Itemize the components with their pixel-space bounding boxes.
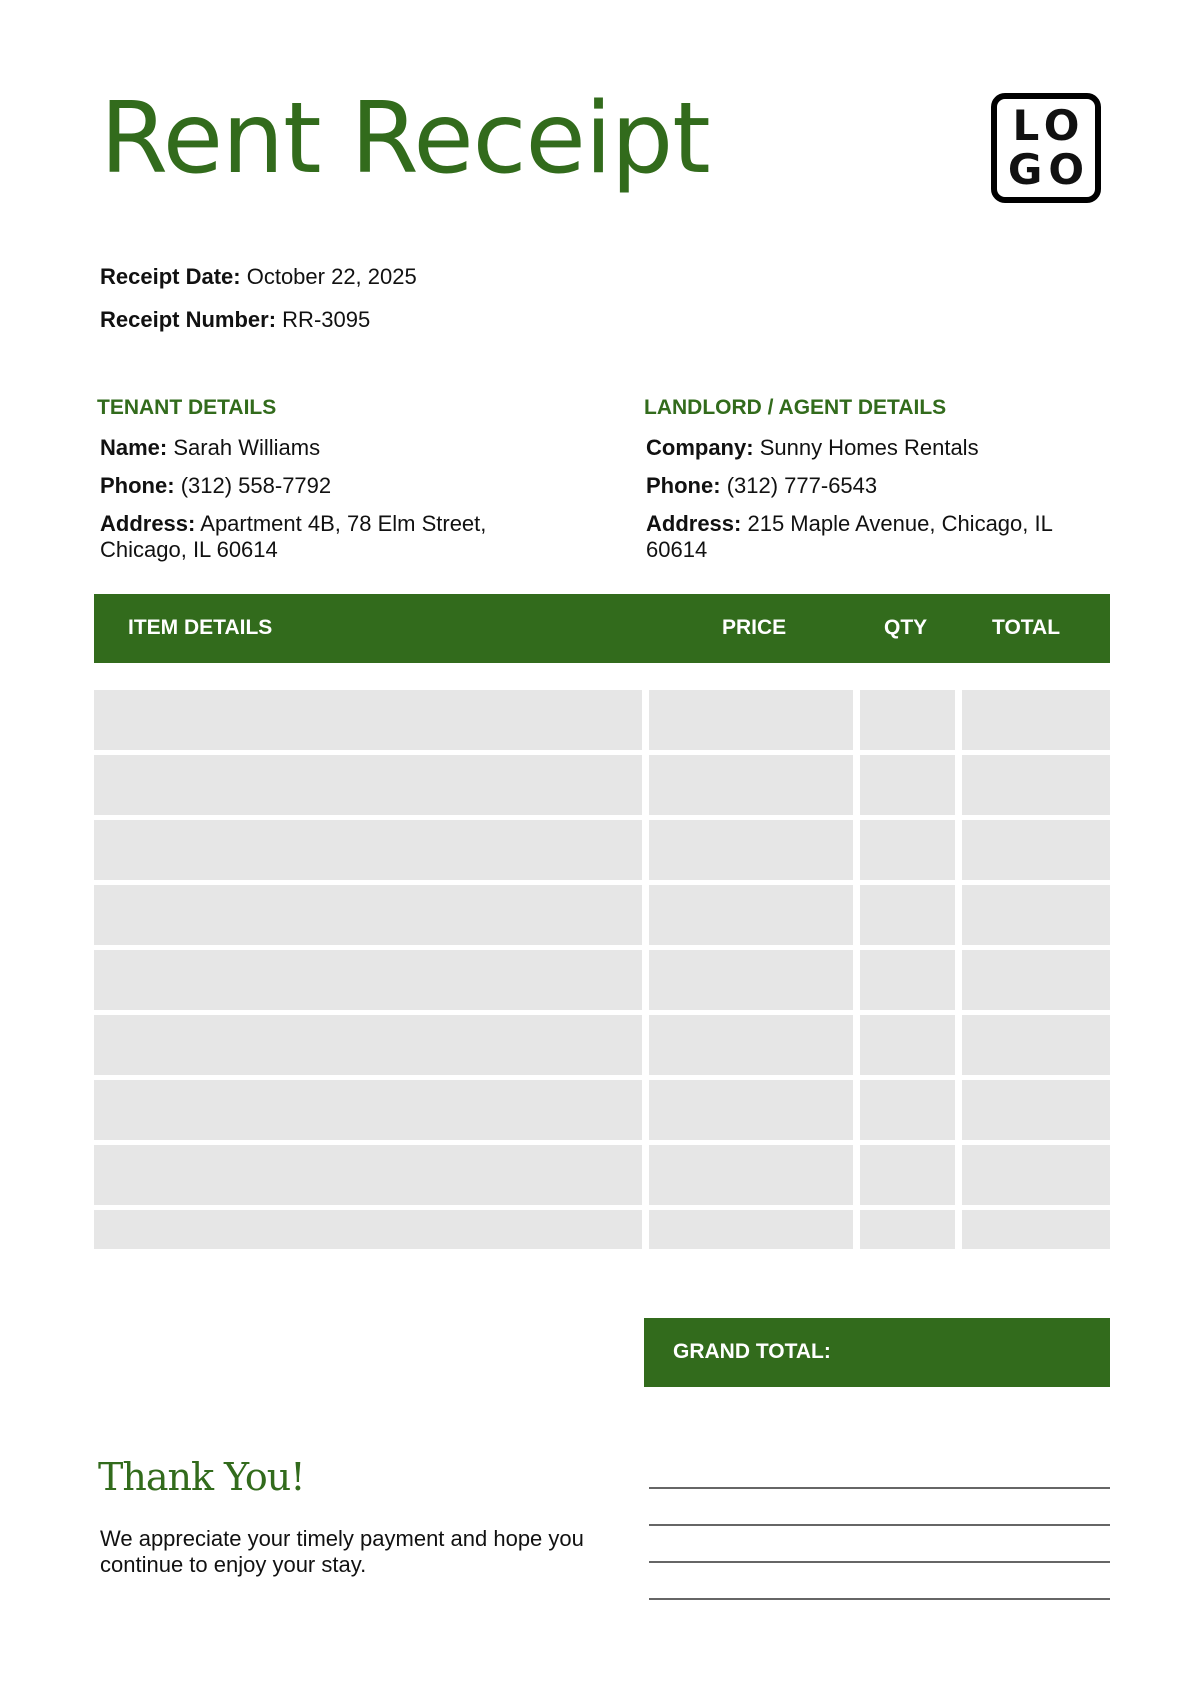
table-header (94, 594, 1110, 663)
logo-text: GO (1007, 145, 1091, 194)
logo-text: LO (1012, 101, 1086, 150)
tenant-name (100, 435, 570, 461)
table-cell (962, 950, 1110, 1010)
landlord-phone (646, 473, 1116, 499)
table-cell (649, 1145, 853, 1205)
label: Receipt Number: (100, 307, 277, 332)
value: (312) 777-6543 (726, 473, 878, 498)
receipt-date (100, 264, 417, 290)
table-cell (962, 1015, 1110, 1075)
table-cell (649, 690, 853, 750)
page-title: Rent Receipt (100, 82, 710, 196)
table-cell (962, 690, 1110, 750)
label: Receipt Date: (100, 264, 241, 289)
label: Company: (646, 435, 754, 460)
table-cell (94, 950, 642, 1010)
label: Phone: (100, 473, 175, 498)
table-cell (649, 1080, 853, 1140)
value: Sunny Homes Rentals (759, 435, 979, 460)
table-cell (649, 755, 853, 815)
table-cell (94, 885, 642, 945)
value: (312) 558-7792 (180, 473, 332, 498)
signature-line (649, 1524, 1110, 1526)
header-qty: QTY (884, 616, 928, 639)
value: RR-3095 (282, 307, 371, 332)
table-cell (94, 1210, 642, 1249)
landlord-heading: LANDLORD / AGENT DETAILS (644, 396, 947, 419)
landlord-address (646, 511, 1116, 563)
table-cell (860, 950, 955, 1010)
signature-line (649, 1561, 1110, 1563)
label: Phone: (646, 473, 721, 498)
grand-total-bar (644, 1318, 1110, 1387)
tenant-phone (100, 473, 570, 499)
table-cell (962, 820, 1110, 880)
table-cell (94, 820, 642, 880)
receipt-number (100, 307, 370, 333)
signature-line (649, 1598, 1110, 1600)
table-cell (860, 755, 955, 815)
thank-you-message: We appreciate your timely payment and hope you continue to enjoy your stay. (100, 1526, 584, 1577)
table-cell (962, 1080, 1110, 1140)
table-cell (860, 1080, 955, 1140)
table-cell (94, 755, 642, 815)
table-cell (649, 1210, 853, 1249)
table-cell (962, 1210, 1110, 1249)
value: Sarah Williams (173, 435, 321, 460)
header-item-details: ITEM DETAILS (128, 616, 273, 639)
table-cell (649, 1015, 853, 1075)
logo (991, 93, 1101, 203)
table-cell (962, 885, 1110, 945)
table-cell (860, 1015, 955, 1075)
table-cell (94, 1145, 642, 1205)
table-cell (860, 820, 955, 880)
table-cell (860, 690, 955, 750)
table-cell (94, 690, 642, 750)
grand-total-label: GRAND TOTAL: (673, 1340, 831, 1363)
value: 215 Maple Avenue, Chicago, IL 60614 (646, 511, 1053, 562)
table-cell (860, 1210, 955, 1249)
label: Name: (100, 435, 168, 460)
thank-you-heading: Thank You! (98, 1455, 305, 1499)
label: Address: (100, 511, 196, 536)
value: Apartment 4B, 78 Elm Street, Chicago, IL 60614 (100, 511, 487, 562)
table-cell (649, 885, 853, 945)
table-cell (962, 755, 1110, 815)
header-total: TOTAL (992, 616, 1061, 639)
value: October 22, 2025 (246, 264, 417, 289)
signature-line (649, 1487, 1110, 1489)
label: Address: (646, 511, 742, 536)
table-cell (860, 1145, 955, 1205)
tenant-heading: TENANT DETAILS (97, 396, 277, 419)
tenant-address (100, 511, 570, 563)
table-cell (94, 1080, 642, 1140)
header-price: PRICE (722, 616, 787, 639)
landlord-company (646, 435, 1116, 461)
table-cell (860, 885, 955, 945)
table-cell (649, 820, 853, 880)
table-cell (962, 1145, 1110, 1205)
table-cell (649, 950, 853, 1010)
table-cell (94, 1015, 642, 1075)
